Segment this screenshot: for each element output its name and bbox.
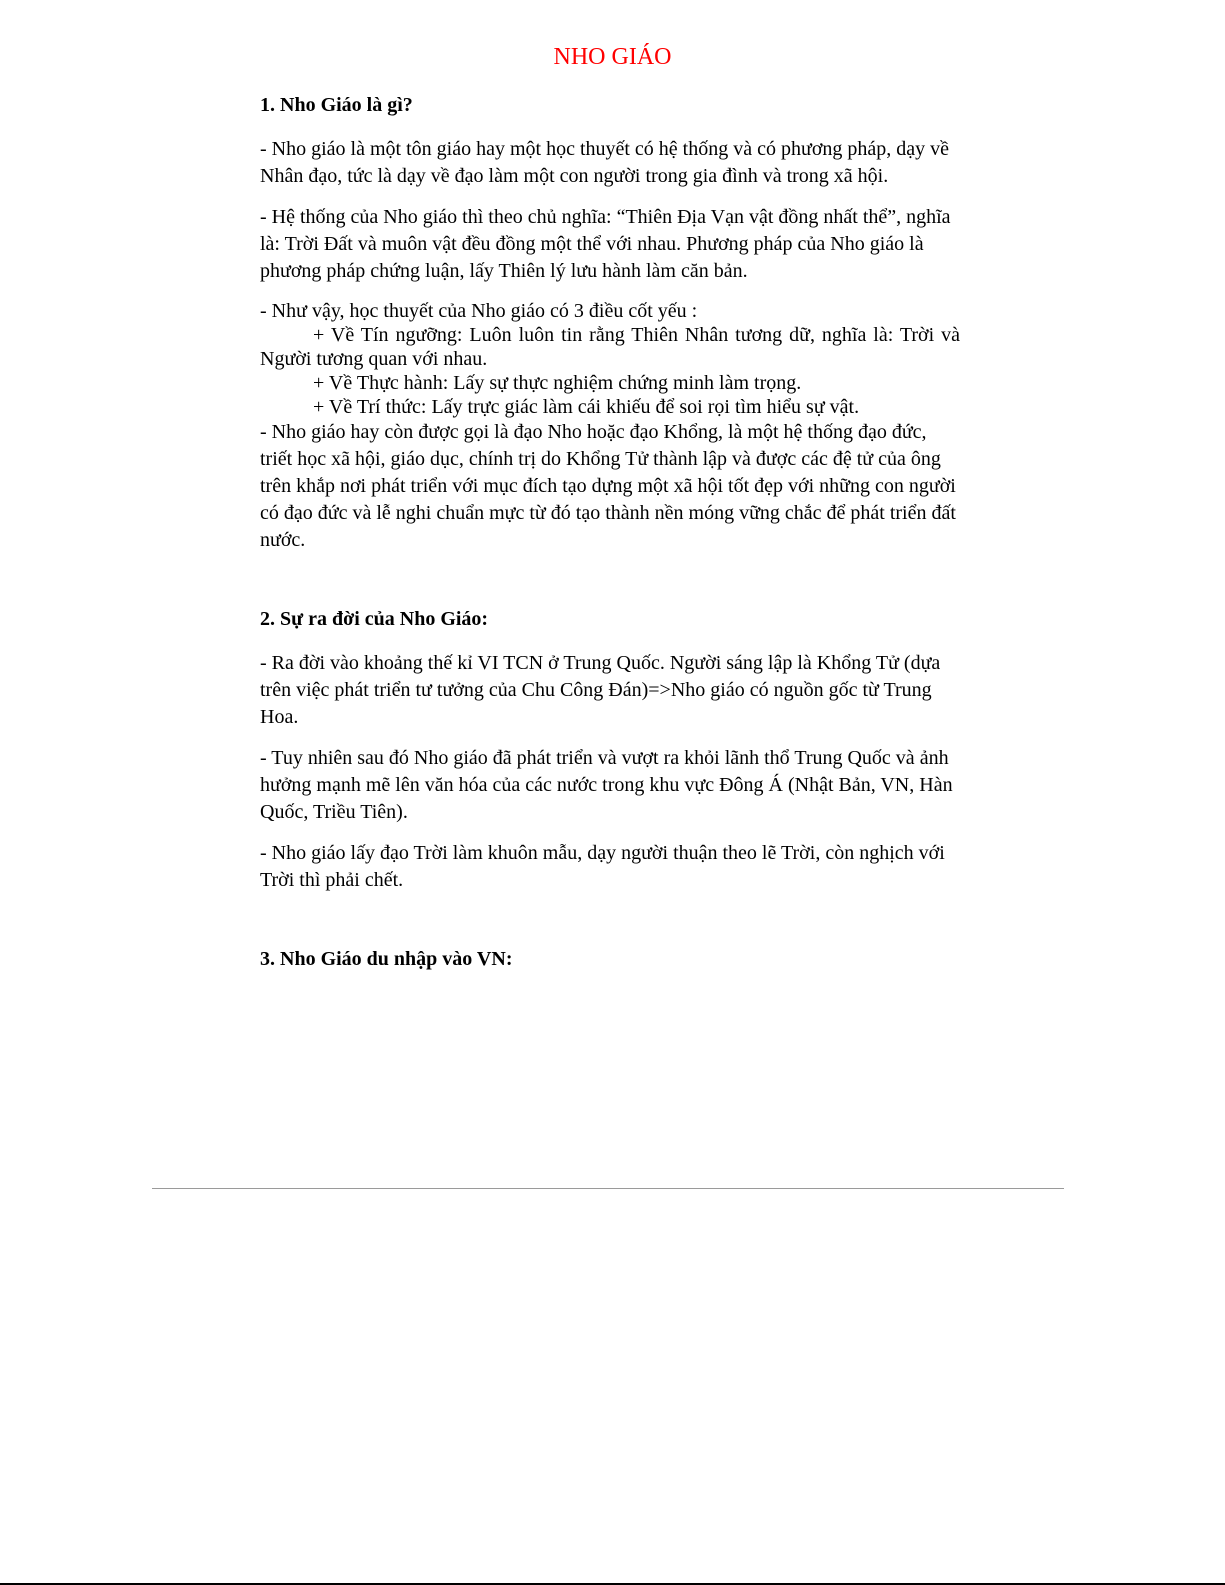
page-title: NHO GIÁO	[553, 44, 672, 70]
section-1-heading: 1. Nho Giáo là gì?	[260, 94, 413, 116]
section-1-paragraph-1: - Nho giáo là một tôn giáo hay một học thuyết có hệ thống và có phương pháp, dạy về Nhân đạo, tức là dạy về đạo làm một con người trong gia đình và trong xã hội.	[260, 138, 950, 187]
list-item-knowledge: + Về Trí thức: Lấy trực giác làm cái khiếu để soi rọi tìm hiểu sự vật.	[313, 396, 860, 418]
section-what-is-confucianism	[260, 92, 960, 554]
section-1-paragraph-4: - Nho giáo hay còn được gọi là đạo Nho hoặc đạo Khổng, là một hệ thống đạo đức, triết học xã hội, giáo dục, chính trị do Khổng Tử thành lập và được các đệ tử của ông trên khắp nơi phát triển với mục đích tạo dựng một xã hội tốt đẹp với những con người có đạo đức và lễ nghi chuẩn mực từ đó tạo thành nền móng vững chắc để phát triển đất nước.	[260, 421, 956, 551]
list-item-practice: + Về Thực hành: Lấy sự thực nghiệm chứng minh làm trọng.	[313, 372, 802, 394]
section-2-heading: 2. Sự ra đời của Nho Giáo:	[260, 608, 489, 630]
list-item-belief: + Về Tín ngưỡng: Luôn luôn tin rằng Thiên Nhân tương dữ, nghĩa là: Trời và Người tương quan với nhau.	[260, 324, 960, 370]
section-3-heading: 3. Nho Giáo du nhập vào VN:	[260, 948, 513, 970]
section-introduction-to-vietnam	[260, 946, 960, 973]
section-1-paragraph-3: - Như vậy, học thuyết của Nho giáo có 3 điều cốt yếu :	[260, 300, 698, 322]
document-body	[260, 92, 960, 973]
section-2-paragraph-3: - Nho giáo lấy đạo Trời làm khuôn mẫu, dạy người thuận theo lẽ Trời, còn nghịch với Trời thì phải chết.	[260, 842, 945, 891]
section-origin	[260, 606, 960, 894]
section-1-paragraph-2: - Hệ thống của Nho giáo thì theo chủ nghĩa: “Thiên Địa Vạn vật đồng nhất thể”, nghĩa là: Trời Đất và muôn vật đều đồng một thể với nhau. Phương pháp của Nho giáo là phương pháp chứng luận, lấy Thiên lý lưu hành làm căn bản.	[260, 206, 951, 282]
page-divider	[152, 1188, 1064, 1189]
section-2-paragraph-2: - Tuy nhiên sau đó Nho giáo đã phát triển và vượt ra khỏi lãnh thổ Trung Quốc và ảnh hưởng mạnh mẽ lên văn hóa của các nước trong khu vực Đông Á (Nhật Bản, VN, Hàn Quốc, Triều Tiên).	[260, 747, 953, 823]
section-2-paragraph-1: - Ra đời vào khoảng thế kỉ VI TCN ở Trung Quốc. Người sáng lập là Khổng Tử (dựa trên việc phát triển tư tưởng của Chu Công Đán)=>Nho giáo có nguồn gốc từ Trung Hoa.	[260, 652, 941, 728]
